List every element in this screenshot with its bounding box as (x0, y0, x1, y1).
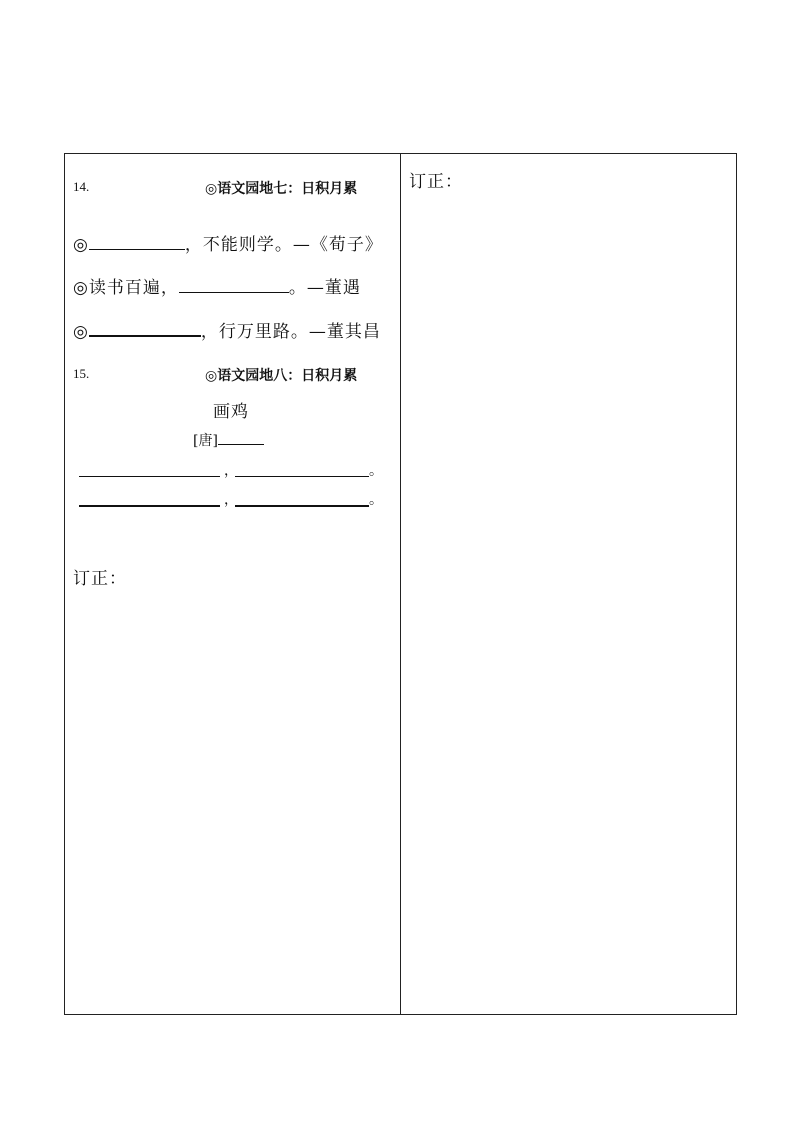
q14-line-1-prefix: ◎ (73, 235, 89, 255)
worksheet-table (64, 153, 737, 1015)
question-14-number: 14. (73, 179, 90, 194)
poem-blank-3[interactable] (79, 505, 220, 507)
q14-line-2-suffix: 。—董遇 (288, 278, 361, 298)
q14-blank-3[interactable] (89, 319, 201, 337)
poem-comma-2: ， (224, 492, 238, 508)
poem-period-2: 。 (369, 492, 383, 508)
q14-line-3-suffix: ，行万里路。—董其昌 (200, 322, 381, 342)
q14-line-1-suffix: ，不能则学。—《荀子》 (184, 235, 383, 255)
question-14-heading: ◎语文园地七：日积月累 (205, 181, 358, 197)
q14-line-3-prefix: ◎ (73, 322, 89, 342)
q14-blank-1[interactable] (89, 233, 185, 250)
poem-period-1: 。 (369, 463, 383, 479)
q14-line-2 (73, 273, 361, 298)
question-15-number: 15. (73, 366, 90, 381)
poem-title: 画鸡 (213, 402, 249, 422)
left-correction-label: 订正： (73, 569, 127, 589)
right-correction-label: 订正： (409, 172, 463, 192)
question-15-heading: ◎语文园地八：日积月累 (205, 368, 358, 384)
q14-blank-2[interactable] (179, 276, 289, 293)
poem-blank-2[interactable] (235, 476, 369, 477)
q14-line-3 (73, 317, 381, 342)
poem-blank-4[interactable] (235, 505, 369, 507)
poem-blank-1[interactable] (79, 476, 220, 477)
q14-line-2-prefix: ◎读书百遍， (73, 278, 179, 298)
column-divider (400, 154, 401, 1014)
poem-comma-1: ， (224, 463, 238, 479)
poem-author-line (193, 430, 264, 450)
poem-author-blank[interactable] (218, 430, 264, 445)
poem-dynasty: [唐] (193, 433, 218, 449)
q14-line-1 (73, 230, 383, 255)
